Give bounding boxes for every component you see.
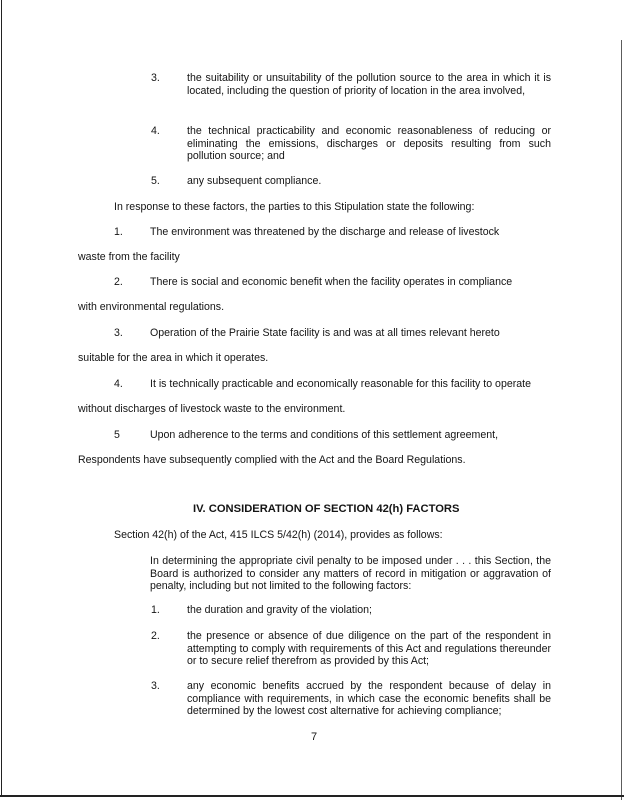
response-line: The environment was threatened by the discharge and release of livestock	[150, 226, 500, 238]
response-intro: In response to these factors, the parties to this Stipulation state the following:	[114, 201, 475, 213]
response-number: 5	[114, 429, 120, 441]
factor-number: 4.	[151, 125, 160, 137]
factor-text: any economic benefits accrued by the respondent because of delay in compliance with requirements, in which case the economic benefits shall be determined by the lowest cost alternative for achieving compliance;	[187, 680, 551, 717]
response-line: suitable for the area in which it operates.	[78, 352, 269, 364]
response-number: 2.	[114, 276, 123, 288]
factor-number: 3.	[151, 680, 160, 692]
factor-number: 3.	[151, 72, 160, 84]
block-quote: In determining the appropriate civil penalty to be imposed under . . . this Section, the Board is authorized to consider any matters of record in mitigation or aggravation of penalty, including but not limited to the following factors:	[150, 555, 551, 592]
response-number: 4.	[114, 378, 123, 390]
response-line: Operation of the Prairie State facility is and was at all times relevant hereto	[150, 327, 500, 339]
response-number: 1.	[114, 226, 123, 238]
response-line: with environmental regulations.	[78, 301, 225, 313]
response-line: without discharges of livestock waste to the environment.	[78, 403, 346, 415]
response-line: waste from the facility	[78, 251, 180, 263]
factor-text: the duration and gravity of the violation;	[187, 604, 372, 616]
section-intro: Section 42(h) of the Act, 415 ILCS 5/42(h) (2014), provides as follows:	[114, 529, 443, 541]
factor-text: any subsequent compliance.	[187, 175, 322, 187]
response-line: Respondents have subsequently complied with the Act and the Board Regulations.	[78, 454, 466, 466]
response-line: It is technically practicable and economically reasonable for this facility to operate	[150, 378, 531, 390]
factor-number: 5.	[151, 175, 160, 187]
response-line: Upon adherence to the terms and conditions of this settlement agreement,	[150, 429, 499, 441]
factor-text: the suitability or unsuitability of the pollution source to the area in which it is located, including the question of priority of location in the area involved,	[187, 72, 551, 97]
response-line: There is social and economic benefit when the facility operates in compliance	[150, 276, 513, 288]
page-number: 7	[311, 731, 318, 743]
factor-text: the technical practicability and economic reasonableness of reducing or eliminating the emissions, discharges or deposits resulting from such pollution source; and	[187, 125, 551, 162]
factor-text: the presence or absence of due diligence on the part of the respondent in attempting to comply with requirements of this Act and regulations thereunder or to secure relief therefrom as provided by this Act;	[187, 630, 551, 667]
factor-number: 1.	[151, 604, 160, 616]
scan-edge-left	[1, 0, 2, 796]
scan-edge-right	[621, 40, 622, 800]
scan-edge-bottom	[0, 795, 624, 797]
section-heading: IV. CONSIDERATION OF SECTION 42(h) FACTORS	[193, 503, 460, 515]
response-number: 3.	[114, 327, 123, 339]
factor-number: 2.	[151, 630, 160, 642]
